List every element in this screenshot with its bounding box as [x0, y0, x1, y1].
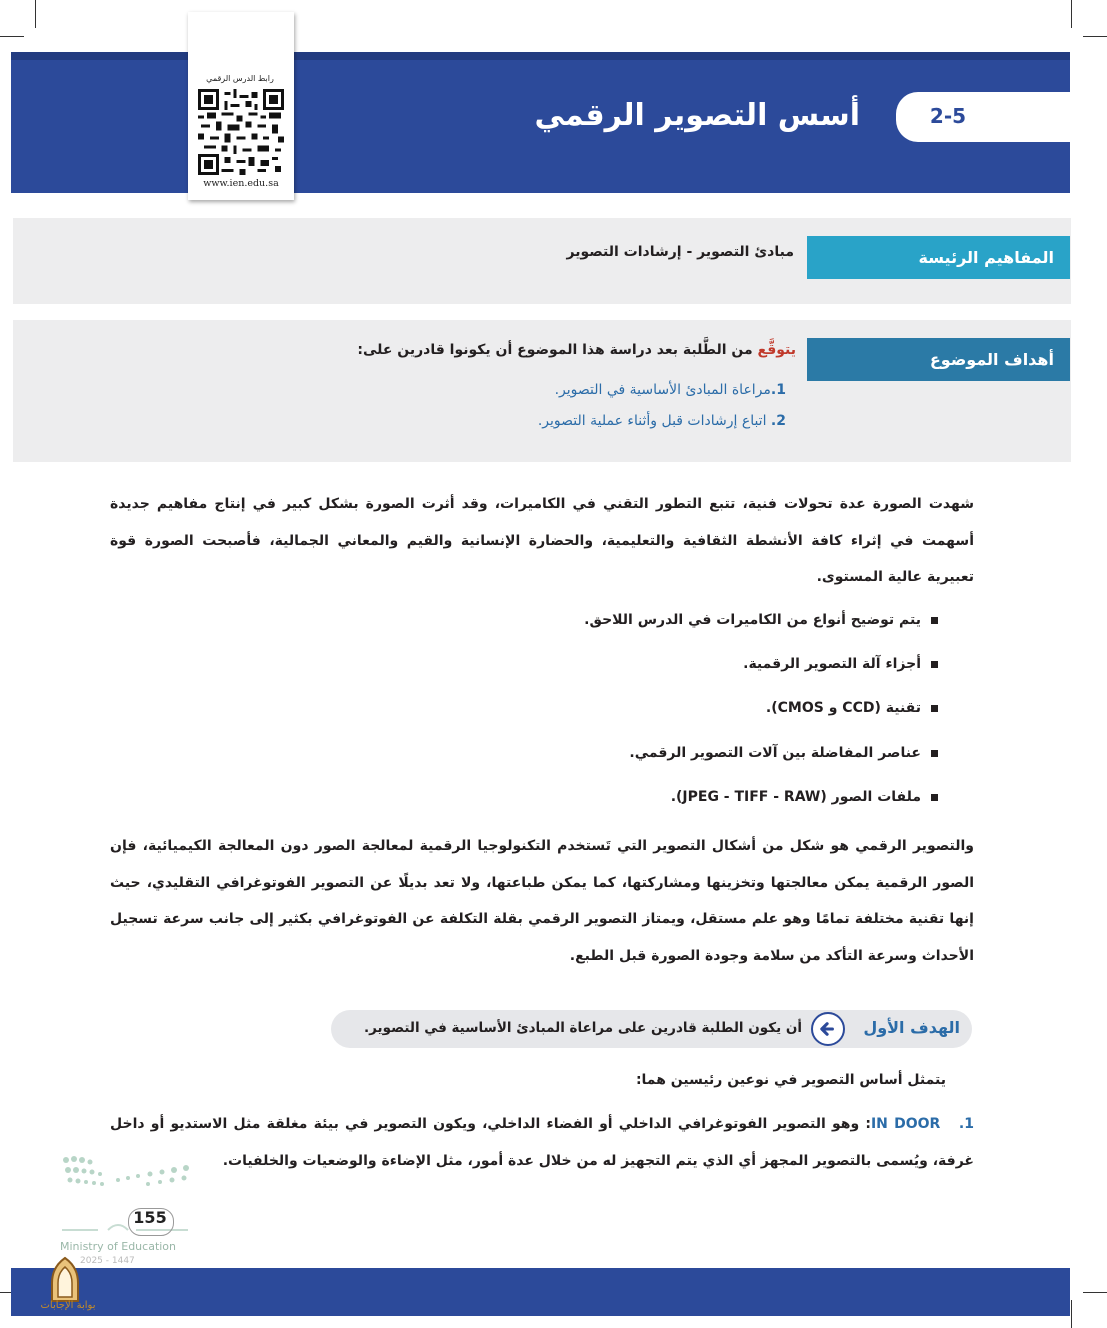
crop-mark — [1071, 0, 1072, 28]
bullet-item: يتم توضيح أنواع من الكاميرات في الدرس اللاحق. — [378, 612, 938, 628]
footer-band — [11, 1268, 1070, 1316]
bullet-square-icon — [931, 617, 938, 624]
key-concepts-label: المفاهيم الرئيسة — [807, 236, 1070, 279]
crop-mark — [35, 0, 36, 28]
bullet-square-icon — [931, 705, 938, 712]
crop-mark — [1083, 1292, 1107, 1293]
goal-item: 2. اتباع إرشادات قبل وأثناء عملية التصوير. — [537, 413, 786, 429]
indoor-item: 1. IN DOOR: وهو التصوير الفوتوغرافي الداخلي أو الفضاء الداخلي، ويكون التصوير في بيئة مغلقة مثل الاستديو أو داخل غرفة، ويُسمى بالتصوير المجهز أي الذي يتم التجهيز له من خلال عدة أمور، مثل الإضاءة والوضعيات والخلفيات. — [110, 1116, 974, 1169]
goals-intro-text: من الطَّلبة بعد دراسة هذا الموضوع أن يكونوا قادرين على: — [357, 342, 758, 358]
goal-item: 1.مراعاة المبادئ الأساسية في التصوير. — [554, 382, 786, 398]
bullet-square-icon — [931, 661, 938, 668]
digital-photography-paragraph: والتصوير الرقمي هو شكل من أشكال التصوير التي تَستخدم التكنولوجيا الرقمية لمعالجة الصور دون المعالجة الكيميائية، فإن الصور الرقمية يمكن معالجتها وتخزينها ومشاركتها، كما يمكن طباعتها، ولا تعد بديلًا عن التصوير الفوتوغرافي التقليدي، حيث إنها تقنية مختلفة تمامًا وهو علم مستقل، ويمتاز التصوير الرقمي بقلة التكلفة عن الفوتوغرافي بكثير إلى جانب سرعة تسجيل الأحداث وسرعة التأكد من سلامة وجودة الصورة قبل الطبع. — [110, 838, 974, 964]
portal-label: بوابة الإجابات — [40, 1300, 96, 1311]
intro-paragraph: شهدت الصورة عدة تحولات فنية، تتبع التطور التقني في الكاميرات، وقد أثرت الصورة بشكل كبير في إنتاج مفاهيم جديدة أسهمت في إثراء كافة الأنشطة الثقافية والتعليمية، والحضارة الإنسانية والقيم والمعاني الجمالية، فأصبحت الصورة قوة تعبيرية عالية المستوى. — [110, 496, 974, 585]
bullet-item: أجزاء آلة التصوير الرقمية. — [378, 656, 938, 672]
goals-intro-highlight: يتوقَّع — [757, 342, 796, 358]
qr-code-icon[interactable] — [198, 89, 284, 175]
arrow-left-icon — [811, 1012, 845, 1046]
page-number: 155 — [133, 1208, 167, 1227]
bullet-square-icon — [931, 794, 938, 801]
first-objective-label: الهدف الأول — [863, 1018, 960, 1037]
qr-caption: رابط الدرس الرقمي — [206, 74, 274, 83]
chapter-number: 2-5 — [929, 104, 967, 128]
crop-mark — [0, 36, 24, 37]
bullet-item: عناصر المفاضلة بين آلات التصوير الرقمي. — [378, 745, 938, 761]
key-concepts-text: مبادئ التصوير - إرشادات التصوير — [566, 244, 794, 260]
bullet-item: تقنية (CCD و CMOS). — [378, 700, 938, 716]
bullet-item: ملفات الصور (JPEG - TIFF - RAW). — [378, 789, 938, 805]
topic-goals-label: أهداف الموضوع — [807, 338, 1070, 381]
page-title: أسس التصوير الرقمي — [534, 98, 860, 133]
ministry-name-en: Ministry of Education — [60, 1240, 177, 1253]
edition-year: 2025 - 1447 — [80, 1256, 135, 1266]
types-intro: يتمثل أساس التصوير في نوعين رئيسين هما: — [635, 1072, 946, 1088]
bullet-square-icon — [931, 750, 938, 757]
goals-intro — [200, 342, 796, 358]
crop-mark — [1083, 36, 1107, 37]
first-objective-text: أن يكون الطلبة قادرين على مراعاة المبادئ الأساسية في التصوير. — [364, 1020, 802, 1036]
indoor-keyword: IN DOOR — [870, 1116, 941, 1132]
crop-mark — [1071, 1300, 1072, 1328]
portal-logo-icon — [40, 1255, 90, 1305]
qr-url[interactable]: www.ien.edu.sa — [203, 178, 279, 189]
